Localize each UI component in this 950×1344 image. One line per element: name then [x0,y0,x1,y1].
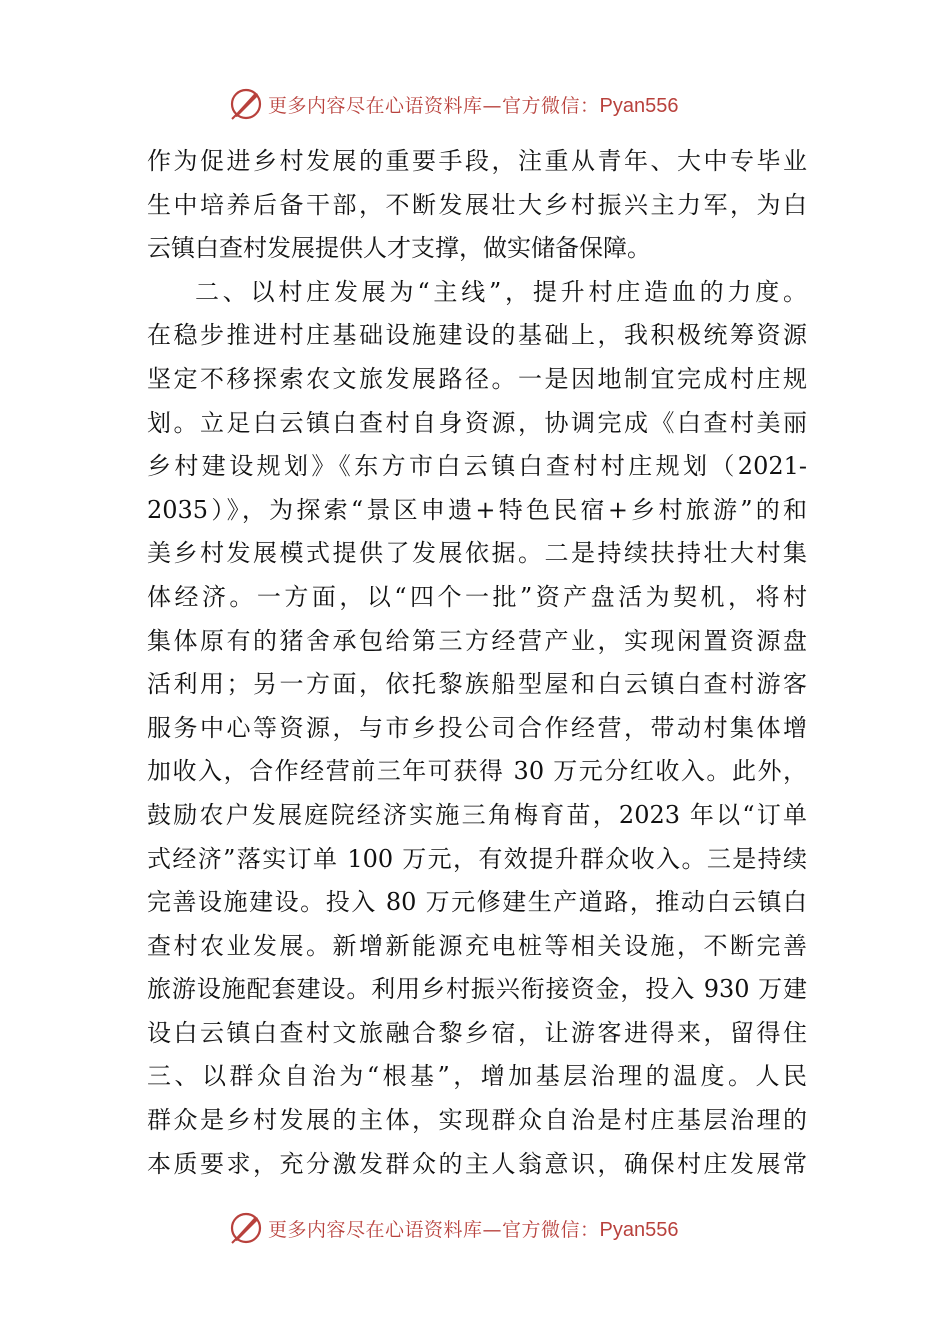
text-line: 坚定不移探索农文旅发展路径。一是因地制宜完成村庄规 [147,364,807,393]
text-line: 乡村建设规划》《东方市白云镇白查村村庄规划（2021- [147,452,807,481]
text-line: 美乡村发展模式提供了发展依据。二是持续扶持壮大村集 [147,539,807,568]
text-line: 旅游设施配套建设。利用乡村振兴衔接资金，投入 930 万建 [147,975,807,1004]
text-line: 查村农业发展。新增新能源充电桩等相关设施，不断完善 [147,931,807,960]
watermark-account: Pyan556 [599,94,679,117]
text-line: 加收入，合作经营前三年可获得 30 万元分红收入。此外， [147,757,807,786]
footer-watermark [228,1208,748,1248]
quill-pen-circle-icon [228,1210,264,1246]
text-line: 设白云镇白查村文旅融合黎乡宿，让游客进得来，留得住 [147,1018,807,1047]
document-body [147,140,807,1186]
header-watermark [228,84,748,124]
text-line: 群众是乡村发展的主体，实现群众自治是村庄基层治理的 [147,1106,807,1135]
text-line: 本质要求，充分激发群众的主人翁意识，确保村庄发展常 [147,1149,807,1178]
watermark-account: Pyan556 [599,1218,679,1241]
text-line: 生中培养后备干部，不断发展壮大乡村振兴主力军，为白 [147,190,807,219]
text-line: 在稳步推进村庄基础设施建设的基础上，我积极统筹资源 [147,321,807,350]
text-line: 作为促进乡村发展的重要手段，注重从青年、大中专毕业 [147,147,807,175]
text-line: 式经济”落实订单 100 万元，有效提升群众收入。三是持续 [147,844,807,873]
watermark-text: 更多内容尽在心语资料库—官方微信：Pyan556 [268,1218,679,1241]
quill-pen-circle-icon [228,86,264,122]
text-line: 集体原有的猪舍承包给第三方经营产业，实现闲置资源盘 [147,626,807,655]
text-line: 鼓励农户发展庭院经济实施三角梅育苗，2023 年以“订单 [147,800,807,829]
section-heading-line: 三、以群众自治为“根基”，增加基层治理的温度。人民 [147,1062,807,1091]
text-line: 活利用；另一方面，依托黎族船型屋和白云镇白查村游客 [147,670,807,699]
text-line: 云镇白查村发展提供人才支撑，做实储备保障。 [147,234,651,263]
section-heading-line: 二、以村庄发展为“主线”，提升村庄造血的力度。 [195,277,807,306]
text-line: 服务中心等资源，与市乡投公司合作经营，带动村集体增 [147,713,807,742]
text-line: 完善设施建设。投入 80 万元修建生产道路，推动白云镇白 [147,888,807,917]
text-line: 2035）》，为探索“景区申遗+特色民宿+乡村旅游”的和 [147,495,807,524]
text-line: 划。立足白云镇白查村自身资源，协调完成《白查村美丽 [147,408,807,437]
text-line: 体经济。一方面，以“四个一批”资产盘活为契机，将村 [147,582,807,611]
watermark-text: 更多内容尽在心语资料库—官方微信：Pyan556 [268,94,679,117]
